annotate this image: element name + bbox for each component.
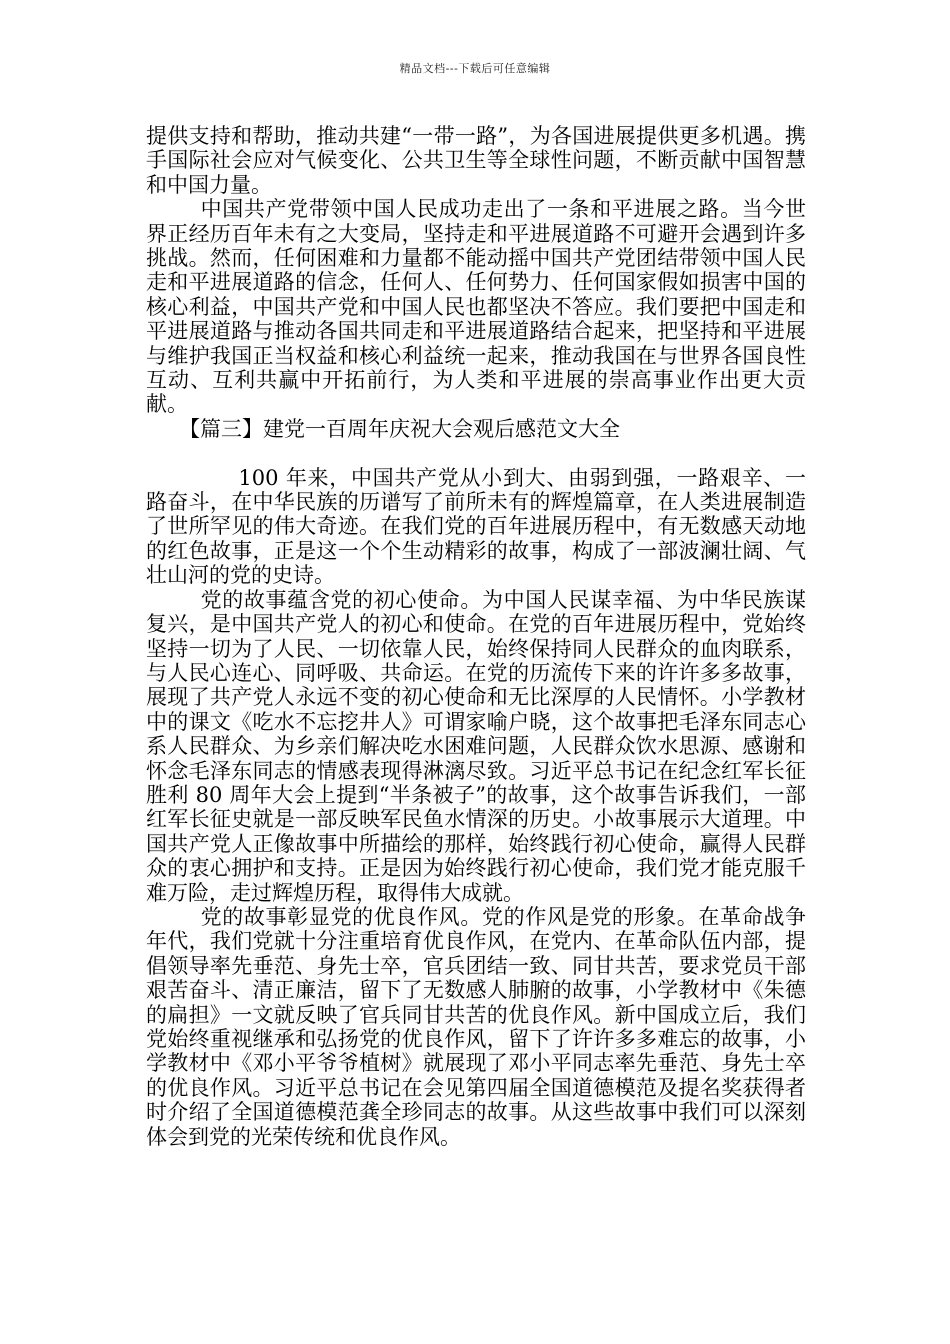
paragraph-century-history: 100 年来，中国共产党从小到大、由弱到强，一路艰辛、一路奋斗，在中华民族的历谱写了前所未有的辉煌篇章，在人类进展制造了世所罕见的伟大奇迹。在我们党的百年进展历程中，有无数感天动地的红色故事，正是这一个个生动精彩的故事，构成了一部波澜壮阔、气壮山河的党的史诗。 bbox=[146, 465, 806, 588]
paragraph-fine-style: 党的故事彰显党的优良作风。党的作风是党的形象。在革命战争年代，我们党就十分注重培育优良作风，在党内、在革命队伍内部，提倡领导率先垂范、身先士卒，官兵团结一致、同甘共苦，要求党员干部艰苦奋斗、清正廉洁，留下了无数感人肺腑的故事，小学教材中《朱德的扁担》一文就反映了官兵同甘共苦的优良作风。新中国成立后，我们党始终重视继承和弘扬党的优良作风，留下了许许多多难忘的故事，小学教材中《邓小平爷爷植树》就展现了邓小平同志率先垂范、身先士卒的优良作风。习近平总书记在会见第四届全国道德模范及提名奖获得者时介绍了全国道德模范龚全珍同志的故事。从这些故事中我们可以深刻体会到党的光荣传统和优良作风。 bbox=[146, 904, 806, 1149]
paragraph-peaceful-development: 中国共产党带领中国人民成功走出了一条和平进展之路。当今世界正经历百年未有之大变局，坚持走和平进展道路不可避开会遇到许多挑战。然而，任何困难和力量都不能动摇中国共产党团结带领中国人民走和平进展道路的信念，任何人、任何势力、任何国家假如损害中国的核心利益，中国共产党和中国人民也都坚决不答应。我们要把中国走和平进展道路与推动各国共同走和平进展道路结合起来，把坚持和平进展与维护我国正当权益和核心利益统一起来，推动我国在与世界各国良性互动、互利共赢中开拓前行，为人类和平进展的崇高事业作出更大贡献。 bbox=[146, 197, 806, 417]
blank-line bbox=[146, 441, 806, 465]
document-body bbox=[146, 124, 806, 1149]
section-heading: 【篇三】建党一百周年庆祝大会观后感范文大全 bbox=[179, 416, 620, 441]
paragraph-original-mission: 党的故事蕴含党的初心使命。为中国人民谋幸福、为中华民族谋复兴，是中国共产党人的初心和使命。在党的百年进展历程中，党始终坚持一切为了人民、一切依靠人民，始终保持同人民群众的血肉联系，与人民心连心、同呼吸、共命运。在党的历流传下来的许许多多故事，展现了共产党人永远不变的初心使命和无比深厚的人民情怀。小学教材中的课文《吃水不忘挖井人》可谓家喻户晓，这个故事把毛泽东同志心系人民群众、为乡亲们解决吃水困难问题，人民群众饮水思源、感谢和怀念毛泽东同志的情感表现得淋漓尽致。习近平总书记在纪念红军长征胜利 80 周年大会上提到“半条被子”的故事，这个故事告诉我们，一部红军长征史就是一部反映军民鱼水情深的历史。小故事展示大道理。中国共产党人正像故事中所描绘的那样，始终践行初心使命，赢得人民群众的衷心拥护和支持。正是因为始终践行初心使命，我们党才能克服千难万险，走过辉煌历程，取得伟大成就。 bbox=[146, 587, 806, 905]
page-header: 精品文档---下载后可任意编辑 bbox=[399, 62, 551, 75]
paragraph-continuation: 提供支持和帮助，推动共建“一带一路”，为各国进展提供更多机遇。携手国际社会应对气候变化、公共卫生等全球性问题，不断贡献中国智慧和中国力量。 bbox=[146, 124, 806, 197]
